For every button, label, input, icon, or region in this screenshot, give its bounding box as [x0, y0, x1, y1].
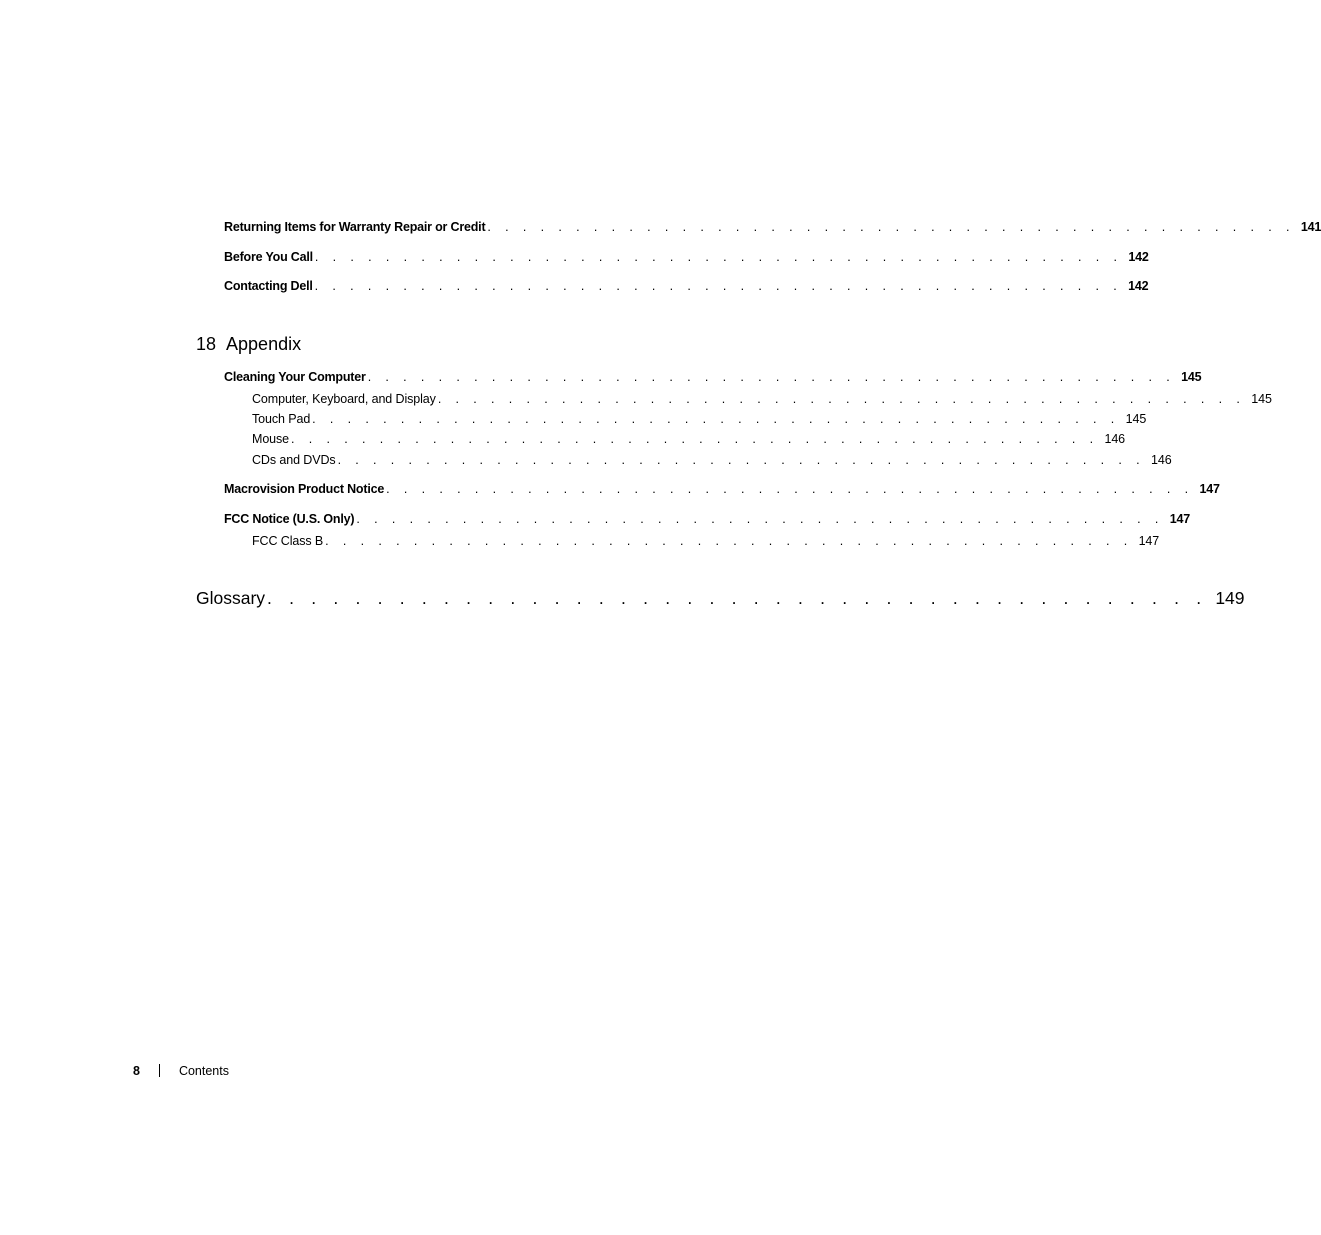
toc-entry-page: 147	[1138, 534, 1160, 548]
toc-entry-title: Computer, Keyboard, and Display	[252, 392, 436, 406]
toc-entry-title: Touch Pad	[252, 412, 311, 426]
toc-entry-cleaning-your-computer[interactable]	[224, 370, 1202, 384]
toc-entry-title: Contacting Dell	[224, 279, 313, 293]
footer-divider	[159, 1064, 160, 1077]
toc-entry-touch-pad[interactable]	[252, 412, 1147, 426]
page-number: 8	[133, 1064, 140, 1078]
footer-section-name: Contents	[178, 1064, 229, 1078]
toc-entry-title: Mouse	[252, 432, 290, 446]
chapter-title: Appendix	[226, 334, 302, 354]
toc-entry-title: Returning Items for Warranty Repair or Credit	[224, 220, 486, 234]
dot-leader: . . . . . . . . . . . . . . . . . . . . . . . . . . . . . . . . . . . . . . . . . . . . . .	[337, 453, 1145, 467]
dot-leader: . . . . . . . . . . . . . . . . . . . . . . . . . . . . . . . . . . . . . . . . . . . . . .	[314, 279, 1123, 293]
toc-entry-fcc-class-b[interactable]	[252, 534, 1160, 548]
toc-entry-page: 147	[1169, 512, 1191, 526]
dot-leader: . . . . . . . . . . . . . . . . . . . . . . . . . . . . . . . . . . . . . . . . . . . . . .	[367, 370, 1176, 384]
toc-entry-computer-keyboard-display[interactable]	[252, 392, 1272, 406]
toc-entry-page: 145	[1251, 392, 1272, 406]
toc-entry-page: 147	[1199, 482, 1220, 496]
toc-entry-page: 145	[1125, 412, 1147, 426]
toc-entry-glossary[interactable]	[196, 588, 1245, 609]
toc-entry-page: 142	[1128, 250, 1149, 264]
toc-entry-title: Glossary	[196, 588, 266, 608]
dot-leader: . . . . . . . . . . . . . . . . . . . . . . . . . . . . . . . . . . . . . . . . . . . . . .	[386, 482, 1194, 496]
toc-entry-page: 146	[1104, 432, 1126, 446]
page-footer	[133, 1062, 229, 1078]
toc-entry-page: 146	[1151, 453, 1172, 467]
toc-entry-macrovision-product-notice[interactable]	[224, 482, 1220, 496]
toc-entry-page: 145	[1181, 370, 1202, 384]
toc-entry-title: Macrovision Product Notice	[224, 482, 385, 496]
dot-leader: . . . . . . . . . . . . . . . . . . . . . . . . . . . . . . . . . . . . . . . . . . .	[267, 588, 1208, 608]
dot-leader: . . . . . . . . . . . . . . . . . . . . . . . . . . . . . . . . . . . . . . . . . . . . . .	[437, 392, 1246, 406]
toc-entry-page: 149	[1215, 588, 1245, 608]
toc-entry-title: Cleaning Your Computer	[224, 370, 366, 384]
toc-entry-before-you-call[interactable]	[224, 250, 1149, 264]
toc-entry-page: 141	[1300, 220, 1321, 234]
toc-entry-title: FCC Class B	[252, 534, 324, 548]
toc-entry-title: FCC Notice (U.S. Only)	[224, 512, 355, 526]
dot-leader: . . . . . . . . . . . . . . . . . . . . . . . . . . . . . . . . . . . . . . . . . . . . . .	[314, 250, 1123, 264]
toc-entry-title: CDs and DVDs	[252, 453, 336, 467]
dot-leader: . . . . . . . . . . . . . . . . . . . . . . . . . . . . . . . . . . . . . . . . . . . . . .	[356, 512, 1164, 526]
dot-leader: . . . . . . . . . . . . . . . . . . . . . . . . . . . . . . . . . . . . . . . . . . . . . .	[325, 534, 1133, 548]
toc-entry-fcc-notice[interactable]	[224, 512, 1191, 526]
toc-entry-cds-and-dvds[interactable]	[252, 453, 1172, 467]
chapter-heading[interactable]	[196, 334, 301, 355]
toc-entry-title: Before You Call	[224, 250, 313, 264]
dot-leader: . . . . . . . . . . . . . . . . . . . . . . . . . . . . . . . . . . . . . . . . . . . . . .	[487, 220, 1295, 234]
toc-entry-page: 142	[1128, 279, 1149, 293]
toc-entry-contacting-dell[interactable]	[224, 279, 1149, 293]
dot-leader: . . . . . . . . . . . . . . . . . . . . . . . . . . . . . . . . . . . . . . . . . . . . . .	[312, 412, 1120, 426]
toc-entry-mouse[interactable]	[252, 432, 1126, 446]
chapter-number: 18	[196, 334, 217, 354]
dot-leader: . . . . . . . . . . . . . . . . . . . . . . . . . . . . . . . . . . . . . . . . . . . . . .	[291, 432, 1099, 446]
toc-entry-returning-items[interactable]	[224, 220, 1321, 234]
